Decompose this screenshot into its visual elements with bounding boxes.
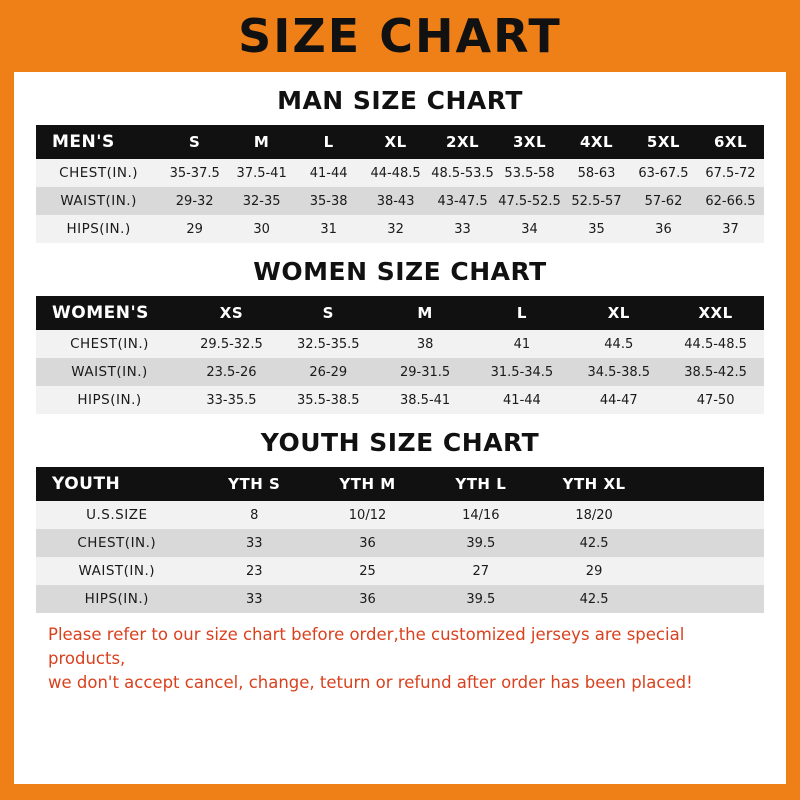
col-header-empty [651,467,764,501]
cell: 47-50 [667,386,764,414]
cell: 29-31.5 [377,358,474,386]
cell: 42.5 [537,529,650,557]
cell: 41 [474,330,571,358]
row-label-hips: HIPS(IN.) [36,585,198,613]
col-header-s: S [280,296,377,330]
chart-content [14,72,786,778]
col-header-label: WOMEN'S [36,296,183,330]
col-header-yth-l: YTH L [424,467,537,501]
cell: 38.5-41 [377,386,474,414]
cell: 33 [198,585,311,613]
cell: 10/12 [311,501,424,529]
cell: 32-35 [228,187,295,215]
row-label-chest: CHEST(IN.) [36,330,183,358]
cell: 44-47 [570,386,667,414]
cell: 41-44 [295,159,362,187]
col-header-4xl: 4XL [563,125,630,159]
cell: 14/16 [424,501,537,529]
section-youth-size-chart [36,428,764,613]
table-youth-body [36,501,764,613]
section-women-size-chart [36,257,764,414]
cell: 43-47.5 [429,187,496,215]
row-label-waist: WAIST(IN.) [36,187,161,215]
table-women-head [36,296,764,330]
footer-note [48,623,752,695]
cell: 47.5-52.5 [496,187,563,215]
cell: 38 [377,330,474,358]
cell: 33 [198,529,311,557]
row-label-waist: WAIST(IN.) [36,358,183,386]
cell: 37 [697,215,764,243]
cell: 33-35.5 [183,386,280,414]
col-header-l: L [474,296,571,330]
row-label-hips: HIPS(IN.) [36,386,183,414]
page-title: SIZE CHART [238,9,562,63]
cell: 42.5 [537,585,650,613]
cell: 39.5 [424,585,537,613]
col-header-3xl: 3XL [496,125,563,159]
cell: 44.5-48.5 [667,330,764,358]
col-header-yth-m: YTH M [311,467,424,501]
cell: 31 [295,215,362,243]
col-header-xs: XS [183,296,280,330]
col-header-m: M [377,296,474,330]
table-row [36,358,764,386]
row-label-hips: HIPS(IN.) [36,215,161,243]
row-label-chest: CHEST(IN.) [36,529,198,557]
col-header-yth-xl: YTH XL [537,467,650,501]
col-header-label: MEN'S [36,125,161,159]
cell: 48.5-53.5 [429,159,496,187]
cell: 41-44 [474,386,571,414]
col-header-xxl: XXL [667,296,764,330]
col-header-yth-s: YTH S [198,467,311,501]
table-header-row [36,467,764,501]
cell: 44-48.5 [362,159,429,187]
table-row [36,557,764,585]
table-youth-size [36,467,764,613]
cell: 39.5 [424,529,537,557]
row-label-waist: WAIST(IN.) [36,557,198,585]
cell [651,557,764,585]
col-header-label: YOUTH [36,467,198,501]
col-header-xl: XL [570,296,667,330]
cell: 35-38 [295,187,362,215]
cell: 33 [429,215,496,243]
row-label-chest: CHEST(IN.) [36,159,161,187]
cell: 36 [311,529,424,557]
cell: 63-67.5 [630,159,697,187]
cell [651,501,764,529]
cell: 27 [424,557,537,585]
cell: 37.5-41 [228,159,295,187]
table-women-body [36,330,764,414]
cell: 32.5-35.5 [280,330,377,358]
cell: 29.5-32.5 [183,330,280,358]
table-row [36,330,764,358]
cell: 58-63 [563,159,630,187]
section-man-size-chart [36,86,764,243]
cell: 52.5-57 [563,187,630,215]
cell: 23 [198,557,311,585]
cell: 35.5-38.5 [280,386,377,414]
cell: 53.5-58 [496,159,563,187]
col-header-6xl: 6XL [697,125,764,159]
cell: 38.5-42.5 [667,358,764,386]
table-women-size [36,296,764,414]
cell: 34.5-38.5 [570,358,667,386]
cell: 34 [496,215,563,243]
bottom-accent-bar [0,784,800,800]
section-title-youth: YOUTH SIZE CHART [260,428,540,457]
cell: 29 [537,557,650,585]
cell: 57-62 [630,187,697,215]
footer-note-line-2: we don't accept cancel, change, teturn or refund after order has been placed! [48,672,693,692]
cell: 44.5 [570,330,667,358]
row-label-us-size: U.S.SIZE [36,501,198,529]
table-man-size [36,125,764,243]
cell: 18/20 [537,501,650,529]
col-header-xl: XL [362,125,429,159]
col-header-2xl: 2XL [429,125,496,159]
cell: 30 [228,215,295,243]
table-header-row [36,296,764,330]
cell: 23.5-26 [183,358,280,386]
table-header-row [36,125,764,159]
table-row [36,501,764,529]
table-man-head [36,125,764,159]
col-header-l: L [295,125,362,159]
cell: 38-43 [362,187,429,215]
cell [651,529,764,557]
table-row [36,159,764,187]
cell: 8 [198,501,311,529]
cell: 26-29 [280,358,377,386]
table-row [36,386,764,414]
cell: 31.5-34.5 [474,358,571,386]
section-title-man: MAN SIZE CHART [277,86,523,115]
cell: 25 [311,557,424,585]
footer-note-line-1: Please refer to our size chart before order,the customized jerseys are special products, [48,625,685,668]
table-row [36,585,764,613]
cell: 35 [563,215,630,243]
cell: 32 [362,215,429,243]
cell: 29 [161,215,228,243]
cell: 67.5-72 [697,159,764,187]
table-man-body [36,159,764,243]
page-banner [0,0,800,72]
table-row [36,529,764,557]
cell: 36 [311,585,424,613]
table-row [36,187,764,215]
cell: 36 [630,215,697,243]
col-header-s: S [161,125,228,159]
cell: 29-32 [161,187,228,215]
section-title-women: WOMEN SIZE CHART [253,257,547,286]
cell [651,585,764,613]
cell: 62-66.5 [697,187,764,215]
col-header-m: M [228,125,295,159]
cell: 35-37.5 [161,159,228,187]
table-youth-head [36,467,764,501]
col-header-5xl: 5XL [630,125,697,159]
table-row [36,215,764,243]
